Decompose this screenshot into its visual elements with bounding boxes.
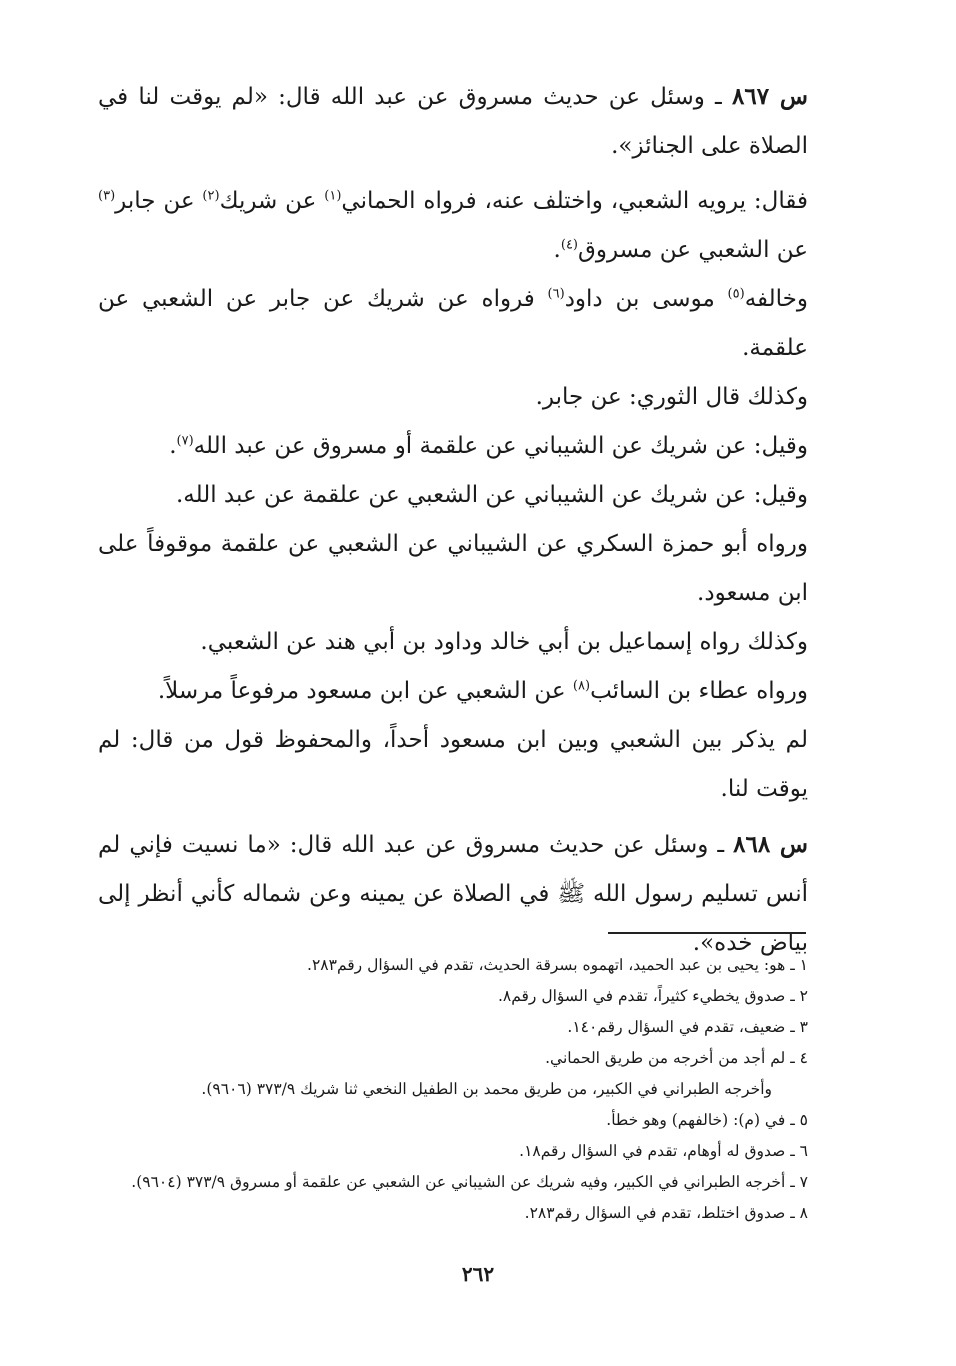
answer-text: عن الشعبي عن ابن مسعود مرفوعاً مرسلاً.	[157, 678, 573, 704]
footnote-continuation: وأخرجه الطبراني في الكبير، من طريق محمد بن الطفيل النخعي ثنا شريك ٣٧٣/٩ (٩٦٠٦).	[201, 1080, 772, 1098]
question-number: س ٨٦٨	[733, 831, 809, 858]
footnote-item: ٥ ـ في (م): (خالفهم) وهو خطأ.	[606, 1111, 808, 1129]
footnote-ref: (٦)	[547, 286, 565, 302]
question-text: ـ وسئل عن حديث مسروق عن عبد الله قال: «لم يوقت لنا في الصلاة على الجنائز».	[98, 84, 808, 159]
answer-text: عن الشعبي عن مسروق	[578, 237, 808, 263]
footnote-ref: (٣)	[98, 188, 116, 204]
answer-text: فرواه عن شريك عن جابر عن الشعبي عن علقمة.	[98, 286, 808, 361]
answer-text: فقال: يرويه الشعبي، واختلف عنه، فرواه الحماني	[341, 188, 808, 214]
answer-paragraph: لم يذكر بين الشعبي وبين ابن مسعود أحداً، والمحفوظ قول من قال: لم يوقت لنا.	[98, 727, 808, 802]
answer-paragraph: وقيل: عن شريك عن الشيباني عن الشعبي عن علقمة عن عبد الله.	[175, 482, 808, 508]
footnote-ref: (٢)	[202, 188, 220, 204]
footnote-ref: (٤)	[560, 237, 578, 253]
answer-text: .	[169, 433, 177, 459]
answer-text: وخالفه	[744, 286, 808, 312]
footnote-ref: (٧)	[176, 433, 194, 449]
footnote-ref: (٨)	[572, 678, 591, 694]
answer-text: عن شريك	[219, 188, 325, 214]
question-867	[98, 72, 808, 171]
footnote-ref: (١)	[324, 188, 342, 204]
page-number: ٢٦٢	[461, 1262, 495, 1286]
question-number: س ٨٦٧	[731, 83, 809, 110]
footnote-item: ٨ ـ صدوق اختلط، تقدم في السؤال رقم٢٨٣.	[524, 1204, 808, 1222]
answer-paragraph	[98, 275, 808, 373]
footnote-ref: (٥)	[727, 286, 745, 302]
answer-paragraph: ورواه أبو حمزة السكري عن الشيباني عن الشعبي عن علقمة موقوفاً على ابن مسعود.	[98, 531, 808, 606]
question-868	[98, 820, 808, 968]
answer-paragraph: وكذلك رواه إسماعيل بن أبي خالد وداود بن أبي هند عن الشعبي.	[200, 629, 808, 655]
main-text	[98, 72, 808, 968]
footnote-item: ٧ ـ أخرجه الطبراني في الكبير، وفيه شريك عن الشيباني عن الشعبي عن علقمة أو مسروق ٣٧٣/٩ (٩٦٠٤).	[131, 1173, 808, 1191]
answer-text: عن جابر	[115, 188, 203, 214]
answer-paragraph	[98, 177, 808, 275]
footnote-separator	[608, 932, 806, 934]
answer-paragraph: وكذلك قال الثوري: عن جابر.	[535, 384, 808, 410]
footnote-item: ١ ـ هو: يحيى بن عبد الحميد، اتهموه بسرقة الحديث، تقدم في السؤال رقم٢٨٣.	[307, 956, 808, 974]
answer-text: ورواه عطاء بن السائب	[590, 678, 808, 704]
answer-text: .	[553, 237, 561, 263]
answer-paragraph	[98, 667, 808, 716]
footnote-item: ٢ ـ صدوق يخطيء كثيراً، تقدم في السؤال رقم٨.	[497, 987, 808, 1005]
footnote-item: ٣ ـ ضعيف، تقدم في السؤال رقم١٤٠.	[567, 1018, 808, 1036]
answer-text: وقيل: عن شريك عن الشيباني عن علقمة أو مسروق عن عبد الله	[193, 433, 808, 459]
footnotes	[98, 950, 808, 1229]
answer-text: موسى بن داود	[564, 286, 728, 312]
footnote-item: ٦ ـ صدوق له أوهام، تقدم في السؤال رقم١٨.	[519, 1142, 808, 1160]
question-text: ـ وسئل عن حديث مسروق عن عبد الله قال: «ما نسيت فإني لم أنس تسليم رسول الله ﷺ في الصلاة عن يمينه وعن شماله كأني أنظر إلى بياض خده».	[98, 832, 808, 956]
footnote-item: ٤ ـ لم أجد من أخرجه من طريق الحماني.	[545, 1049, 808, 1067]
answer-paragraph	[98, 422, 808, 471]
